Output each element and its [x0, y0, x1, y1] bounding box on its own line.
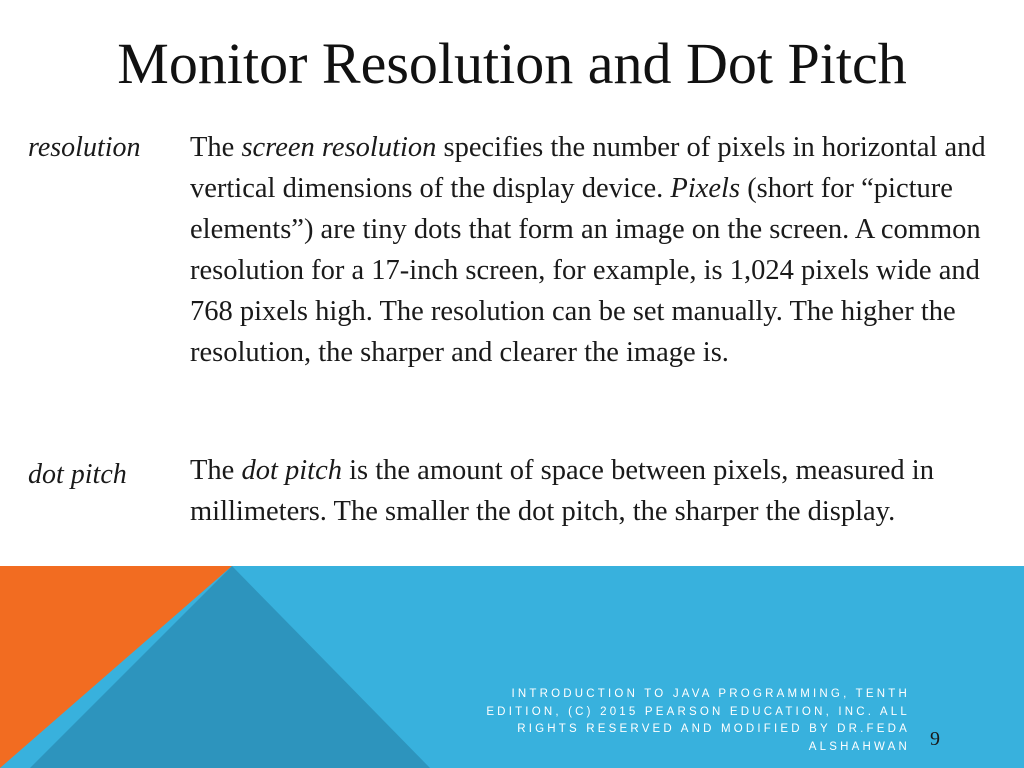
text-run: The — [190, 455, 242, 486]
slide-title: Monitor Resolution and Dot Pitch — [117, 31, 907, 96]
page-number: 9 — [930, 728, 940, 750]
text-run: is the amount of space between pixels, measured in millimeters. The smaller the dot pitch, the sharper the display. — [190, 455, 934, 527]
text-run: (short for “picture elements”) are tiny dots that form an image on the screen. A common resolution for a 17-inch screen, for example, is 1,024 pixels wide and 768 pixels high. The resolution can be set manually. The higher the resolution, the sharper and clearer the image is. — [190, 173, 981, 368]
footer-credit: INTRODUCTION TO JAVA PROGRAMMING, TENTH EDITION, (C) 2015 PEARSON EDUCATION, INC. ALL RIGHTS RESERVED AND MODIFIED BY DR.FEDA ALSHAHWAN — [486, 688, 910, 753]
text-run: specifies the number of pixels in horizontal and vertical dimensions of the display device. — [190, 132, 986, 204]
text-run-italic: screen resolution — [241, 132, 437, 163]
text-run: The — [190, 132, 242, 163]
text-run-italic: Pixels — [670, 173, 741, 204]
paragraph-dot-pitch — [190, 450, 1008, 532]
term-resolution: resolution — [28, 132, 141, 163]
text-run-italic: dot pitch — [241, 455, 342, 486]
paragraph-resolution — [190, 127, 1008, 373]
term-dot-pitch: dot pitch — [28, 459, 127, 490]
